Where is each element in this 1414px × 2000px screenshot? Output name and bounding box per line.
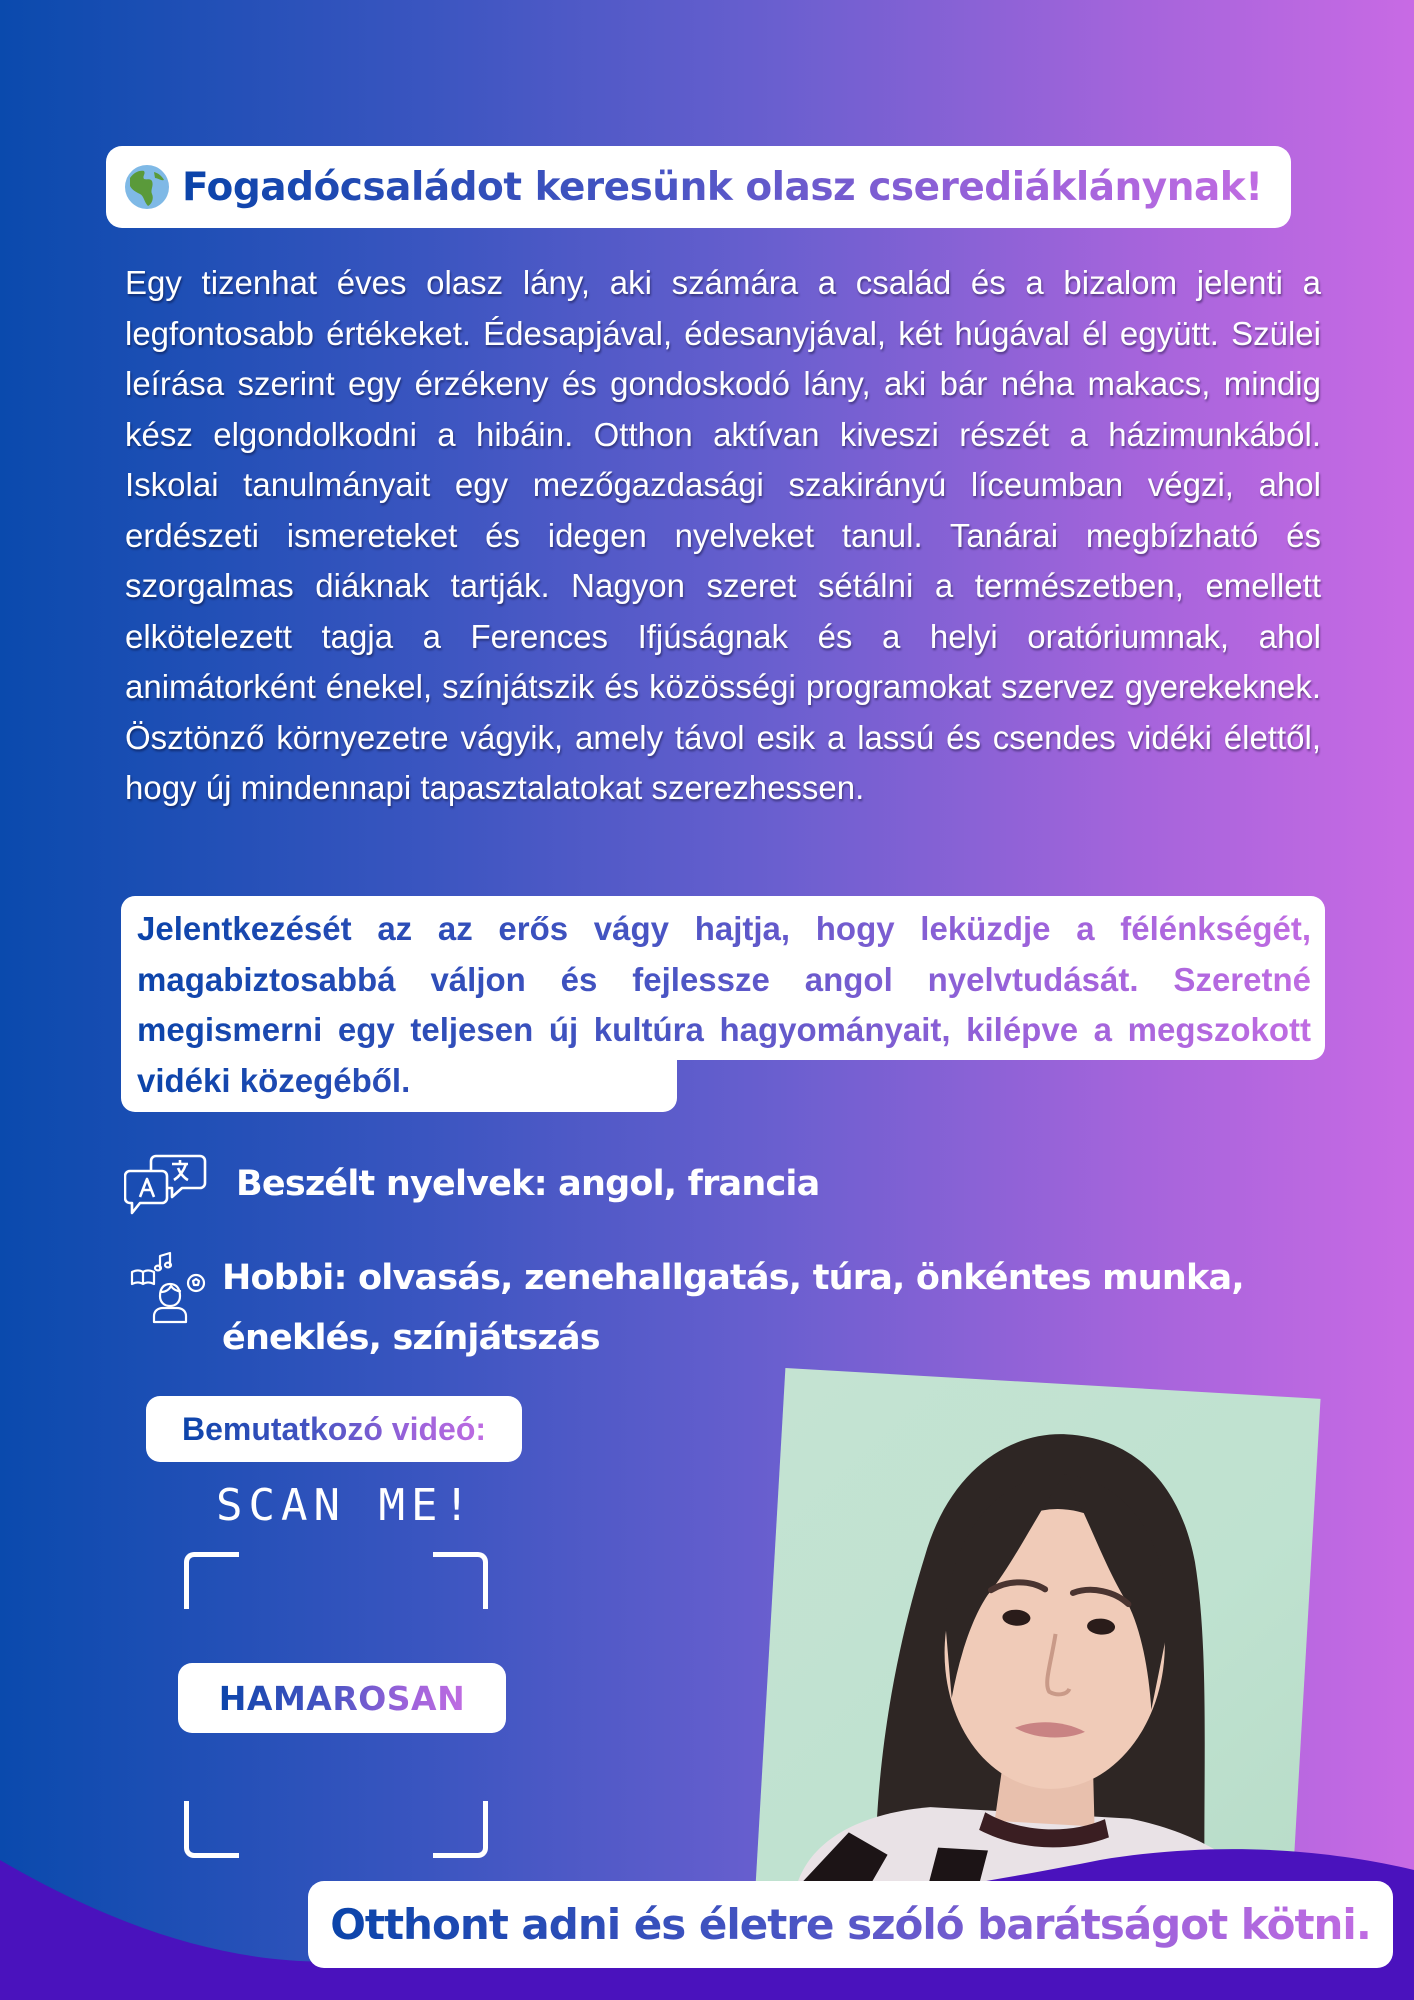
motivation-box (121, 896, 1325, 1112)
hobbies-text-line1: Hobbi: olvasás, zenehallgatás, túra, önkéntes munka, (222, 1258, 1244, 1298)
languages-row (124, 1150, 819, 1216)
hobbies-row (130, 1248, 1244, 1368)
hobbies-icon (130, 1248, 206, 1324)
languages-text: Beszélt nyelvek: angol, francia (236, 1164, 820, 1204)
slogan-text: Otthont adni és életre szóló barátságot kötni. (330, 1900, 1371, 1949)
title-banner (106, 146, 1291, 228)
video-label (146, 1396, 522, 1462)
page-title: Fogadócsaládot keresünk olasz cserediáklánynak! (182, 164, 1263, 210)
globe-icon (124, 164, 170, 210)
slogan-banner (308, 1881, 1393, 1968)
translate-chat-icon (124, 1150, 208, 1216)
coming-soon-badge (178, 1663, 506, 1733)
qr-corner-top-right (433, 1552, 488, 1609)
video-label-text: Bemutatkozó videó: (181, 1410, 487, 1447)
qr-corner-top-left (184, 1552, 239, 1609)
motivation-text: Jelentkezését az az erős vágy hajtja, hogy leküzdje a félénkségét, magabiztosabbá váljon és fejlessze angol nyelvtudását. Szeretné megismerni egy teljesen új kultúra hagyományait, kilépve a megszokott vidéki közegéből. (137, 904, 1311, 1106)
intro-paragraph: Egy tizenhat éves olasz lány, aki számára a család és a bizalom jelenti a legfontosabb értékeket. Édesapjával, édesanyjával, két húgával él együtt. Szülei leírása szerint egy érzékeny és gondoskodó lány, aki bár néha makacs, mindig kész elgondolkodni a hibáin. Otthon aktívan kiveszi részét a házimunkából. Iskolai tanulmányait egy mezőgazdasági szakirányú líceumban végzi, ahol erdészeti ismereteket és idegen nyelveket tanul. Tanárai megbízható és szorgalmas diáknak tartják. Nagyon szeret sétálni a természetben, emellett elkötelezett tagja a Ferences Ifjúságnak és a helyi oratóriumnak, ahol animátorként énekel, színjátszik és közösségi programokat szervez gyerekeknek. Ösztönző környezetre vágyik, amely távol esik a lassú és csendes vidéki élettől, hogy új mindennapi tapasztalatokat szerezhessen. (125, 264, 1321, 806)
coming-soon-text: HAMAROSAN (218, 1678, 466, 1718)
hobbies-text-line2: éneklés, színjátszás (222, 1318, 600, 1358)
scan-me-text: SCAN ME! (216, 1480, 476, 1531)
